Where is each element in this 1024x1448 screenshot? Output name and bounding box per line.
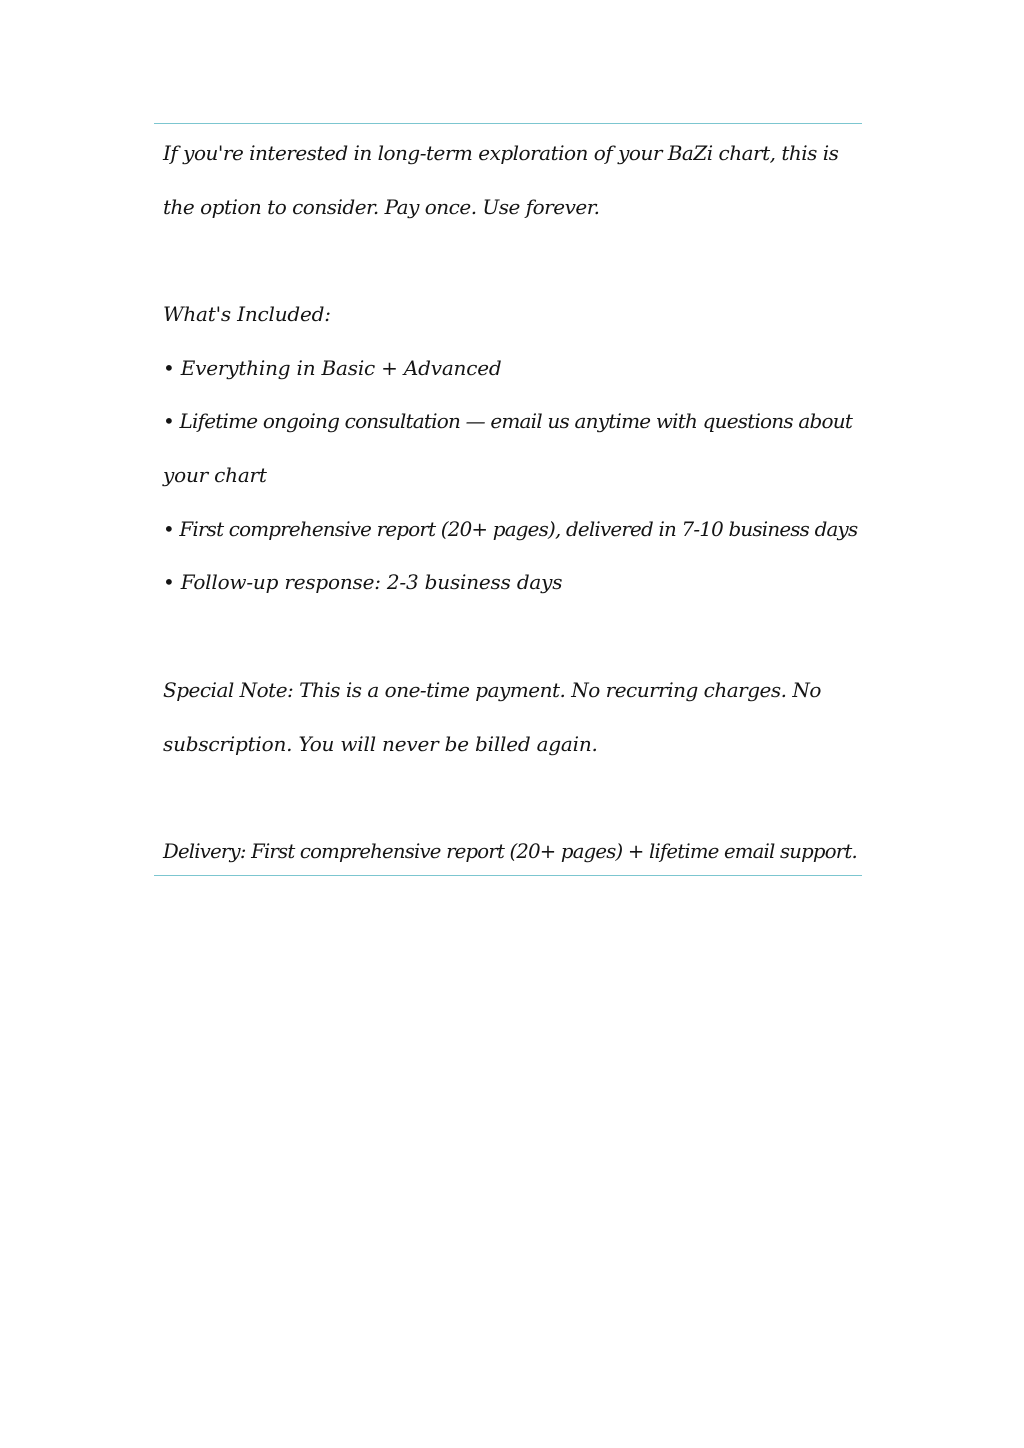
special-note-line-1: Special Note: This is a one-time payment. No recurring charges. No <box>163 678 821 702</box>
intro-line-1: If you're interested in long-term exploration of your BaZi chart, this is <box>163 141 839 165</box>
included-item-lifetime-consultation-cont: your chart <box>163 463 267 487</box>
special-note-line-2: subscription. You will never be billed again. <box>163 732 598 756</box>
included-item-follow-up: • Follow-up response: 2-3 business days <box>163 570 563 594</box>
delivery-line: Delivery: First comprehensive report (20+ pages) + lifetime email support. <box>163 839 857 863</box>
offer-description-box <box>154 123 862 876</box>
included-heading: What's Included: <box>163 302 331 326</box>
included-item-first-report: • First comprehensive report (20+ pages), delivered in 7-10 business days <box>163 517 858 541</box>
included-item-lifetime-consultation: • Lifetime ongoing consultation — email us anytime with questions about <box>163 409 853 433</box>
intro-line-2: the option to consider. Pay once. Use forever. <box>163 195 600 219</box>
included-item-basic-advanced: • Everything in Basic + Advanced <box>163 356 502 380</box>
